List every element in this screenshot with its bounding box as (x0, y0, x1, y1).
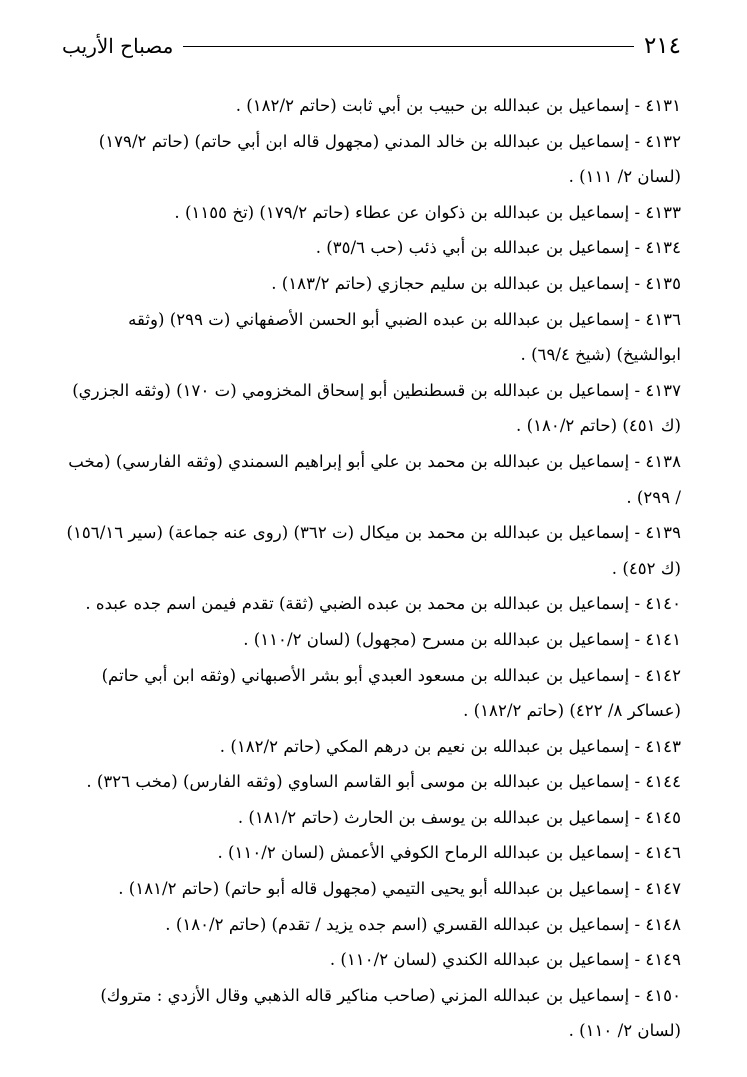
page-number: ٢١٤ (643, 33, 681, 59)
entry-4136: ٤١٣٦ - إسماعيل بن عبدالله بن عبده الضبي أبو الحسن الأصفهاني (ت ٢٩٩) (وثقه ابوالشيخ) (شيخ ٦٩/٤) . (128, 309, 681, 365)
entry-4146: ٤١٤٦ - إسماعيل بن عبدالله الرماح الكوفي الأعمش (لسان ١١٠/٢) . (217, 843, 681, 863)
entry-4143: ٤١٤٣ - إسماعيل بن عبدالله بن نعيم بن درهم المكي (حاتم ١٨٢/٢) . (219, 736, 681, 756)
entry-4137: ٤١٣٧ - إسماعيل بن عبدالله بن قسطنطين أبو إسحاق المخزومي (ت ١٧٠) (وثقه الجزري) (ك ٤٥١) (حاتم ١٨٠/٢) . (72, 380, 681, 436)
entry-4133: ٤١٣٣ - إسماعيل بن عبدالله بن ذكوان عن عطاء (حاتم ١٧٩/٢) (تخ ١١٥٥) . (174, 202, 681, 222)
entry-4131: ٤١٣١ - إسماعيل بن عبدالله بن حبيب بن أبي ثابت (حاتم ١٨٢/٢) . (235, 96, 681, 115)
running-title: مصباح الأريب (62, 34, 174, 58)
entry-4135: ٤١٣٥ - إسماعيل بن عبدالله بن سليم حجازي (حاتم ١٨٣/٢) . (271, 273, 681, 293)
entry-4138: ٤١٣٨ - إسماعيل بن عبدالله بن محمد بن علي أبو إبراهيم السمندي (وثقه الفارسي) (مخب / ٢٩٩) . (68, 451, 681, 507)
entry-4148: ٤١٤٨ - إسماعيل بن عبدالله القسري (اسم جده يزيد / تقدم) (حاتم ١٨٠/٢) . (165, 914, 681, 934)
page-header (62, 26, 681, 66)
entry-4132: ٤١٣٢ - إسماعيل بن عبدالله بن خالد المدني (مجهول قاله ابن أبي حاتم) (حاتم ١٧٩/٢) (لسان ٢/ ١١١) . (98, 131, 681, 187)
entry-4149: ٤١٤٩ - إسماعيل بن عبدالله الكندي (لسان ١١٠/٢) . (329, 950, 681, 970)
header-rule (183, 46, 634, 47)
entry-4150: ٤١٥٠ - إسماعيل بن عبدالله المزني (صاحب مناكير قاله الذهبي وقال الأزدي : متروك) (لسان ٢/ ١١٠) . (100, 985, 681, 1041)
entry-4140: ٤١٤٠ - إسماعيل بن عبدالله بن محمد بن عبده الضبي (ثقة) تقدم فيمن اسم جده عبده . (85, 594, 681, 614)
entry-4141: ٤١٤١ - إسماعيل بن عبدالله بن مسرح (مجهول) (لسان ١١٠/٢) . (243, 629, 681, 649)
entry-4145: ٤١٤٥ - إسماعيل بن عبدالله بن يوسف بن الحارث (حاتم ١٨١/٢) . (237, 807, 681, 827)
entry-4134: ٤١٣٤ - إسماعيل بن عبدالله بن أبي ذئب (حب ٣٥/٦) . (315, 238, 681, 258)
entry-4139: ٤١٣٩ - إسماعيل بن عبدالله بن محمد بن ميكال (ت ٣٦٢) (روى عنه جماعة) (سير ١٥٦/١٦) (ك ٤٥٢) . (66, 523, 681, 578)
entry-4142: ٤١٤٢ - إسماعيل بن عبدالله بن مسعود العبدي أبو بشر الأصبهاني (وثقه ابن أبي حاتم) (عساكر ٨/ ٤٢٢) (حاتم ١٨٢/٢) . (101, 665, 681, 721)
entry-4147: ٤١٤٧ - إسماعيل بن عبدالله أبو يحيى التيمي (مجهول قاله أبو حاتم) (حاتم ١٨١/٢) . (118, 879, 681, 899)
entry-list (64, 88, 681, 1049)
entry-4144: ٤١٤٤ - إسماعيل بن عبدالله بن موسى أبو القاسم الساوي (وثقه الفارس) (مخب ٣٢٦) . (86, 772, 681, 792)
